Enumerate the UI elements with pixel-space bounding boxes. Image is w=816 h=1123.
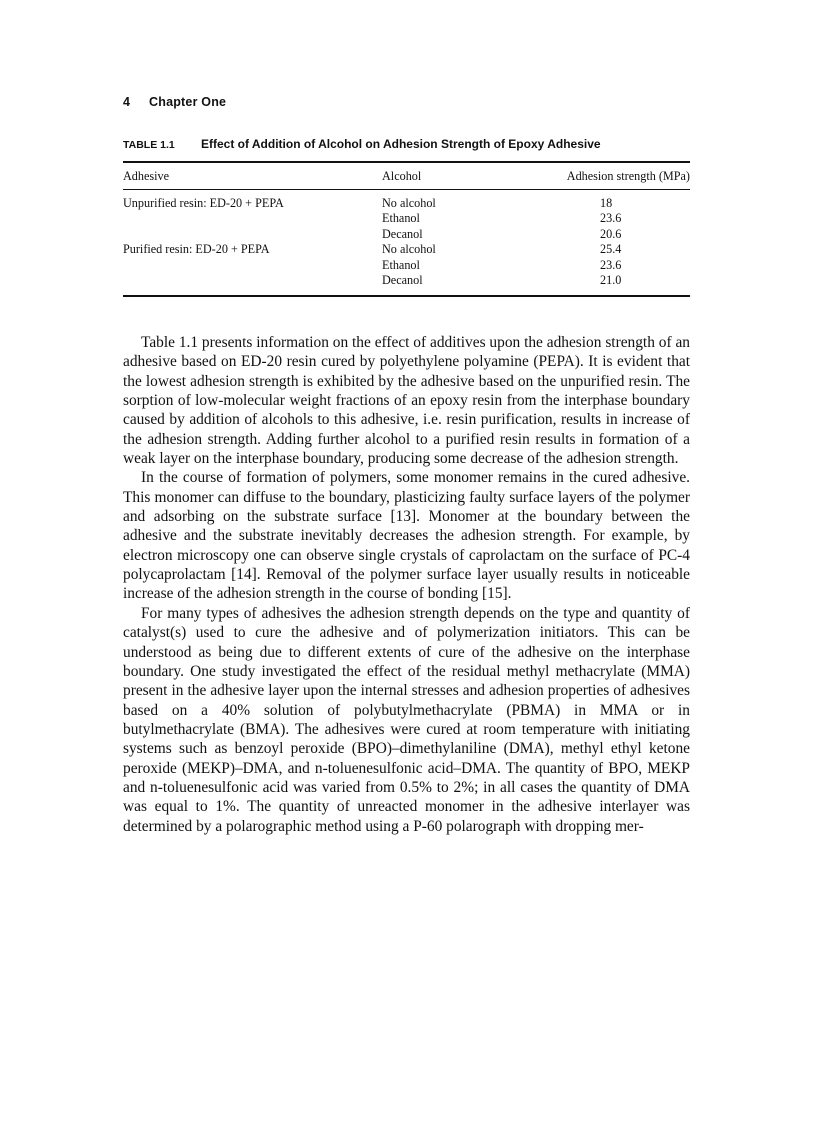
table-label: TABLE 1.1 — [123, 139, 175, 151]
cell-alcohol: Ethanol — [382, 257, 420, 272]
table-header-row — [123, 162, 690, 190]
column-header-alcohol: Alcohol — [382, 169, 422, 183]
table-row — [123, 273, 690, 296]
cell-alcohol: Decanol — [382, 273, 423, 288]
paragraph: For many types of adhesives the adhesion strength depends on the type and quantity of catalyst(s) used to cure the adhesive and of polymerization initiators. This can be understood as being due to different extents of cure of the adhesive on the interphase boundary. One study investigated the effect of the residual methyl methacrylate (MMA) present in the adhesive layer upon the internal stresses and adhesion properties of adhesives based on a 40% solution of polybutylmethacrylate (PBMA) in MMA or in butylmethacrylate (BMA). The adhesives were cured at room temperature with initiating systems such as benzoyl peroxide (BPO)–dimethylaniline (DMA), methyl ethyl ketone peroxide (MEKP)–DMA, and n-toluenesulfonic acid–DMA. The quantity of BPO, MEKP and n-toluenesulfonic acid was varied from 0.5% to 2%; in all cases the quantity of DMA was equal to 1%. The quantity of unreacted monomer in the adhesive interlayer was determined by a polarographic method using a P-60 polarograph with dropping mer- — [123, 604, 690, 835]
adhesion-table — [123, 161, 690, 297]
chapter-title: Chapter One — [149, 95, 227, 109]
paragraph: Table 1.1 presents information on the effect of additives upon the adhesion strength of an adhesive based on ED-20 resin cured by polyethylene polyamine (PEPA). It is evident that the lowest adhesion strength is exhibited by the adhesive based on the unpurified resin. The sorption of low-molecular weight fractions of an epoxy resin from the interphase boundary caused by addition of alcohols to this adhesive, i.e. resin purification, results in increase of the adhesion strength. Adding further alcohol to a purified resin results in formation of a weak layer on the interphase boundary, producing some decrease of the adhesion strength. — [123, 334, 690, 468]
body-text — [123, 333, 690, 836]
cell-strength: 21.0 — [600, 273, 622, 288]
cell-adhesive: Purified resin: ED-20 + PEPA — [123, 242, 270, 257]
table-row — [123, 190, 690, 212]
cell-strength: 18 — [600, 196, 613, 210]
cell-alcohol: Ethanol — [382, 211, 420, 226]
paragraph: In the course of formation of polymers, some monomer remains in the cured adhesive. This monomer can diffuse to the boundary, plasticizing faulty surface layers of the polymer and adsorbing on the substrate surface [13]. Monomer at the boundary between the adhesive and the substrate inevitably decreases the adhesion strength. For example, by electron microscopy one can observe single crystals of caprolactam on the surface of PC-4 polycaprolactam [14]. Removal of the polymer surface layer usually results in noticeable increase of the adhesion strength in the course of bonding [15]. — [123, 469, 690, 603]
cell-adhesive — [123, 211, 382, 226]
page-number: 4 — [123, 95, 131, 109]
cell-alcohol: No alcohol — [382, 242, 436, 257]
cell-strength: 25.4 — [600, 242, 622, 257]
cell-strength: 23.6 — [600, 257, 622, 272]
table-row — [123, 227, 690, 242]
running-header — [123, 95, 226, 109]
cell-adhesive — [123, 227, 382, 242]
cell-adhesive — [123, 273, 382, 296]
cell-strength: 20.6 — [600, 226, 622, 241]
table-title: Effect of Addition of Alcohol on Adhesion Strength of Epoxy Adhesive — [201, 137, 601, 151]
cell-adhesive: Unpurified resin: ED-20 + PEPA — [123, 196, 284, 210]
table-row — [123, 258, 690, 273]
cell-alcohol: No alcohol — [382, 196, 436, 210]
table-row — [123, 211, 690, 226]
cell-alcohol: Decanol — [382, 226, 423, 241]
cell-adhesive — [123, 258, 382, 273]
cell-strength: 23.6 — [600, 211, 622, 226]
table-caption — [123, 137, 723, 151]
column-header-strength: Adhesion strength (MPa) — [566, 169, 690, 183]
table-row — [123, 242, 690, 257]
column-header-adhesive: Adhesive — [123, 169, 170, 183]
